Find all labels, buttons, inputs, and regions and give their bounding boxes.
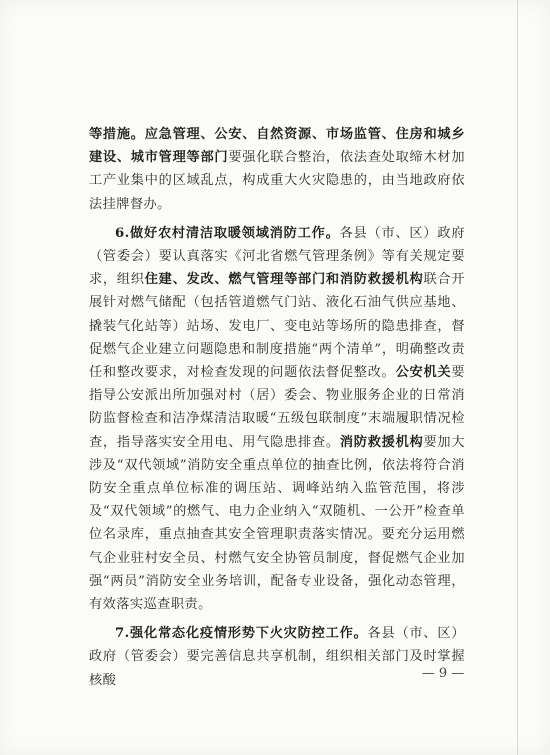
item-6-text-a: 各县（市、区）政府（管委会）要认真落实《河北省燃气管理条例》等有关规定要求，组织	[89, 225, 465, 288]
item-6-text-c: 要指导公安派出所加强对村（居）委会、物业服务企业的日常消防监督检查和洁净煤清洁取暖“五级包联制度”末端履职情况检查，指导落实安全用电、用气隐患排查。	[89, 365, 465, 450]
item-6-text-d: 要加大涉及“双代领域”消防安全重点单位的抽查比例，依法将符合消防安全重点单位标准的调压站、调峰站纳入监管范围，将涉及“双代领域”的燃气、电力企业纳入“双随机、一公开”检查单位名录库，重点抽查其安全管理职责落实情况。要充分运用燃气企业驻村安全员、村燃气安全协管员制度，督促燃气企业加强“两员”消防安全业务培训，配备专业设备，强化动态管理，有效落实巡查职责。	[89, 434, 465, 613]
item-6-bold-a: 住建、发改、燃气管理等部门和消防救援机构	[144, 272, 424, 288]
item-7-paragraph	[89, 622, 465, 692]
paragraph-text: 要强化联合整治，依法查处取缔木材加工产业集中的区域乱点，构成重大火灾隐患的，由当地政府依法挂牌督办。	[89, 150, 465, 212]
page-number: — 9 —	[421, 666, 465, 681]
bold-text: 等措施。应急管理、公安、自然资源、市场监管、住房和城乡建设、城市管理等部门	[89, 127, 465, 166]
item-7-text: 各县（市、区）政府（管委会）要完善信息共享机制，组织相关部门及时掌握核酸	[89, 626, 465, 688]
item-6-bold-c: 消防救援机构	[339, 434, 424, 450]
item-6-bold-b: 公安机关	[395, 365, 452, 381]
item-6-paragraph	[89, 222, 465, 616]
item-6-text-b: 联合开展针对燃气储配（包括管道燃气门站、液化石油气供应基地、撬装气化站等）站场、发电厂、变电站等场所的隐患排查，督促燃气企业建立问题隐患和制度措施“两个清单”，明确整改责任和整改要求，对检查发现的问题依法督促整改。	[89, 272, 465, 381]
scan-edge-line	[517, 0, 518, 755]
item-7-heading: 7.强化常态化疫情形势下火灾防控工作。	[115, 626, 368, 642]
continued-paragraph	[89, 123, 465, 216]
item-6-heading: 6.做好农村清洁取暖领域消防工作。	[115, 225, 340, 241]
body-text	[89, 123, 465, 692]
